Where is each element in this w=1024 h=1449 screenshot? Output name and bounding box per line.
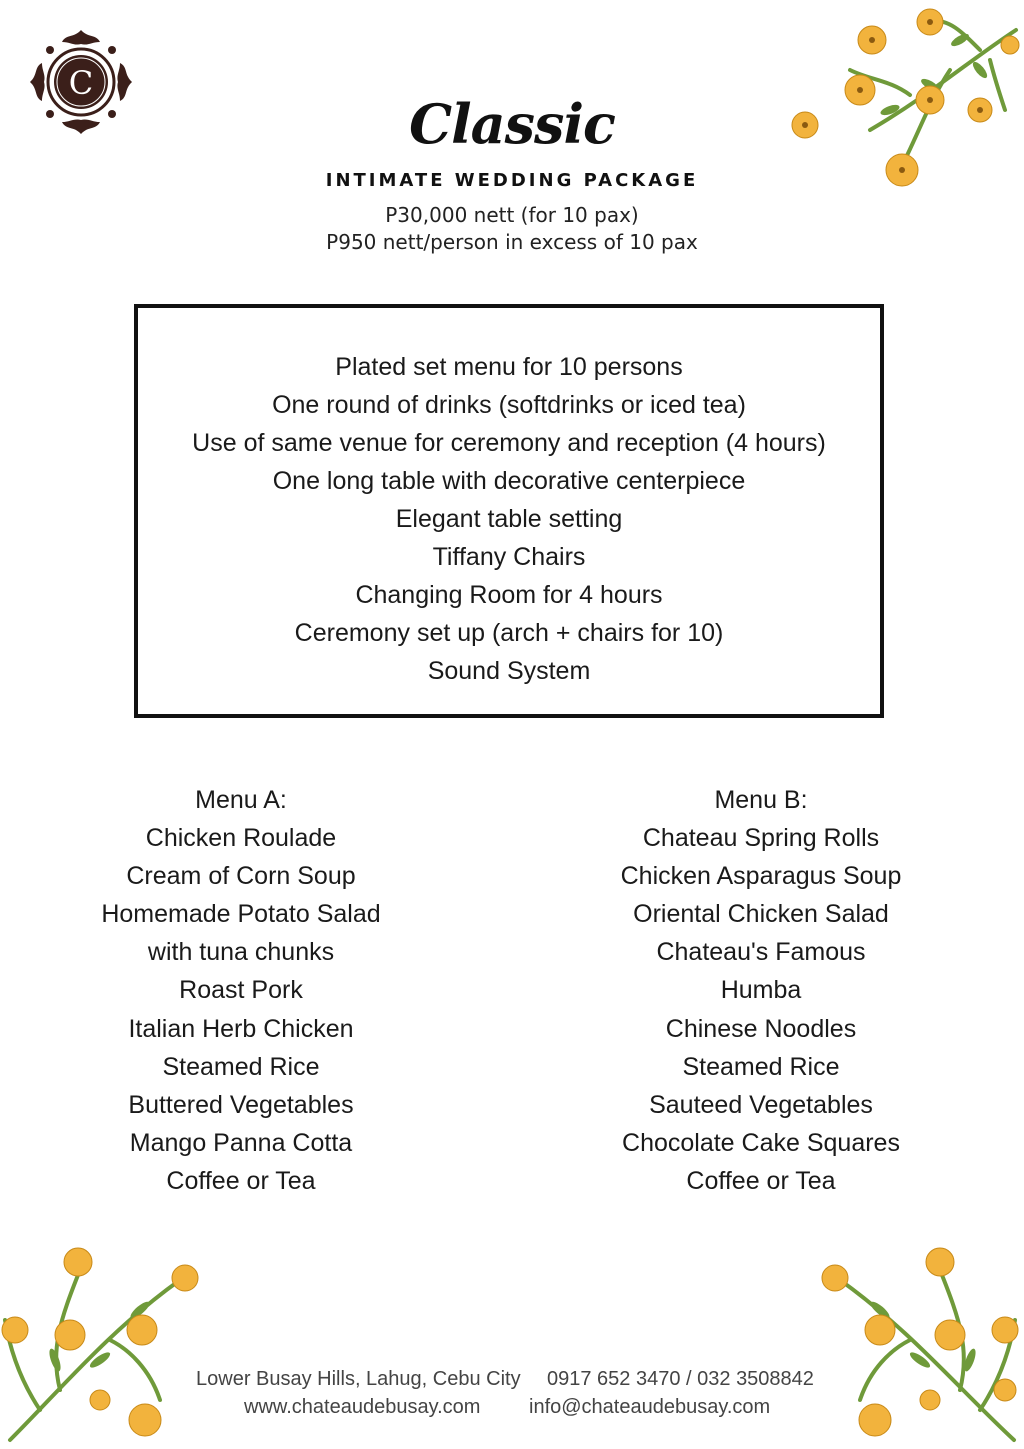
menu-a-heading: Menu A: xyxy=(195,786,287,814)
footer-email-link[interactable]: info@chateaudebusay.com xyxy=(529,1396,771,1418)
package-subtitle: INTIMATE WEDDING PACKAGE xyxy=(325,170,699,191)
inclusion-item: Tiffany Chairs xyxy=(432,543,586,571)
menu-item: Chateau's Famous xyxy=(656,938,866,967)
menu-item: Chicken Roulade xyxy=(145,824,337,853)
menu-item: Chinese Noodles xyxy=(665,1014,857,1043)
inclusion-item: Plated set menu for 10 persons xyxy=(335,353,683,381)
menu-item: Steamed Rice xyxy=(682,1052,840,1081)
footer-phone[interactable]: 0917 652 3470 / 032 3508842 xyxy=(547,1368,814,1390)
menu-item: Coffee or Tea xyxy=(166,1166,316,1195)
menu-item: Buttered Vegetables xyxy=(128,1090,354,1119)
menu-item: Coffee or Tea xyxy=(686,1166,836,1195)
footer-website-link[interactable]: www.chateaudebusay.com xyxy=(244,1396,481,1418)
price-excess: P950 nett/person in excess of 10 pax xyxy=(326,230,698,254)
flower-icon xyxy=(810,1240,1024,1449)
inclusion-item: Ceremony set up (arch + chairs for 10) xyxy=(294,619,724,647)
inclusions-list xyxy=(138,348,880,690)
menu-a xyxy=(21,781,461,1200)
price-base: P30,000 nett (for 10 pax) xyxy=(385,203,639,227)
menu-item: Roast Pork xyxy=(179,976,303,1005)
package-title: Classic xyxy=(409,92,615,156)
logo-letter: C xyxy=(68,64,94,102)
menu-item: Humba xyxy=(720,976,802,1005)
menu-item: Italian Herb Chicken xyxy=(128,1014,354,1043)
menu-item: Chicken Asparagus Soup xyxy=(620,862,902,891)
menu-item: Cream of Corn Soup xyxy=(126,862,356,891)
menu-b xyxy=(541,781,981,1200)
inclusion-item: Changing Room for 4 hours xyxy=(355,581,663,609)
menu-item: Chocolate Cake Squares xyxy=(622,1128,900,1157)
menu-item: with tuna chunks xyxy=(147,938,335,967)
footer-address: Lower Busay Hills, Lahug, Cebu City xyxy=(196,1368,521,1390)
menu-b-heading: Menu B: xyxy=(714,786,808,814)
inclusions-box xyxy=(134,304,884,718)
menu-item: Sauteed Vegetables xyxy=(649,1090,873,1119)
inclusion-item: Sound System xyxy=(427,657,591,685)
inclusion-item: One long table with decorative centerpiece xyxy=(272,467,746,495)
flower-icon xyxy=(0,1240,210,1449)
menu-item: Oriental Chicken Salad xyxy=(633,900,889,929)
menu-item: Mango Panna Cotta xyxy=(129,1128,353,1157)
menu-item: Chateau Spring Rolls xyxy=(642,824,880,853)
inclusion-item: One round of drinks (softdrinks or iced tea) xyxy=(272,391,746,419)
menu-item: Homemade Potato Salad xyxy=(101,900,381,929)
inclusion-item: Use of same venue for ceremony and reception (4 hours) xyxy=(192,429,826,457)
menu-item: Steamed Rice xyxy=(162,1052,320,1081)
inclusion-item: Elegant table setting xyxy=(395,505,623,533)
